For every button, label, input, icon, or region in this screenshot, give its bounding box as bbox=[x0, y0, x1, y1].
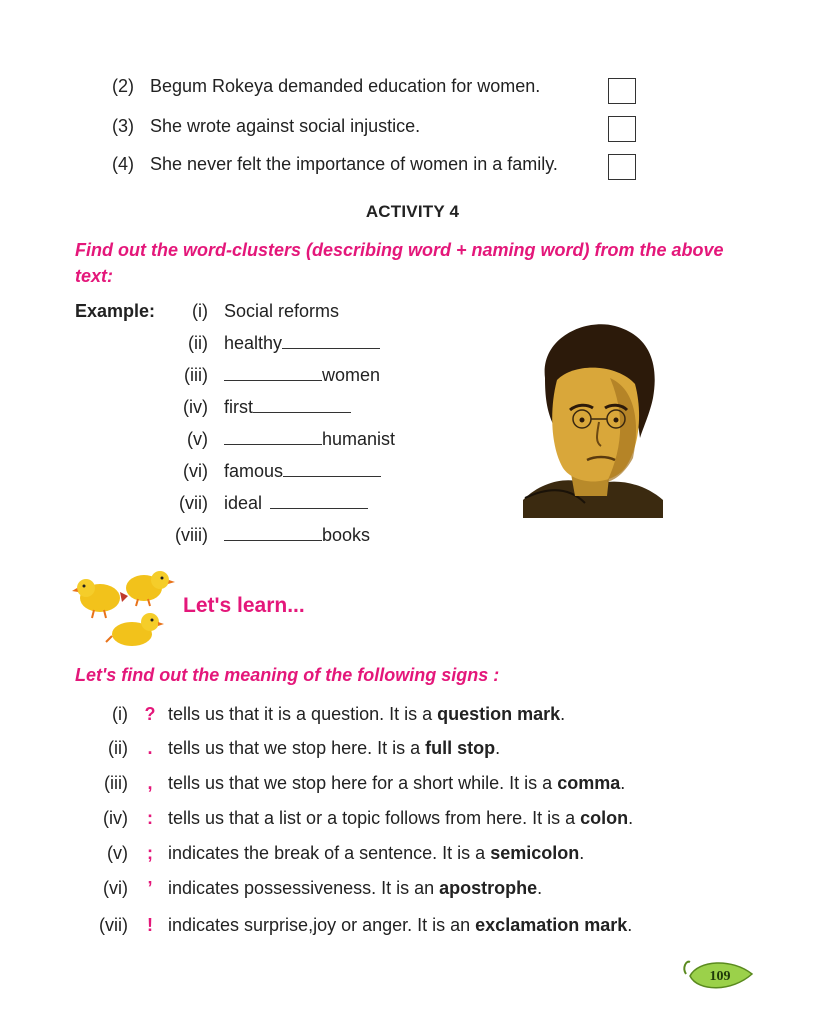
answer-blank[interactable] bbox=[270, 494, 368, 509]
statement-text: Begum Rokeya demanded education for women. bbox=[150, 76, 541, 96]
sign-number: (vi) bbox=[103, 878, 128, 898]
statement-text: She never felt the importance of women in a family. bbox=[150, 154, 558, 174]
sign-term: exclamation mark bbox=[475, 915, 628, 935]
sign-term: colon bbox=[580, 808, 629, 828]
answer-checkbox[interactable] bbox=[608, 116, 636, 142]
activity-instruction-line2: text: bbox=[75, 266, 114, 286]
exclamation-mark-symbol: ! bbox=[147, 915, 153, 935]
list-item bbox=[0, 301, 500, 325]
example-label: Example: bbox=[75, 301, 156, 321]
sign-row-semicolon bbox=[0, 843, 825, 867]
item-number: (i) bbox=[192, 301, 208, 321]
statement-number: (3) bbox=[112, 116, 134, 136]
answer-checkbox[interactable] bbox=[608, 154, 636, 180]
answer-blank[interactable] bbox=[283, 462, 381, 477]
sign-end: . bbox=[495, 738, 501, 758]
sign-row-comma bbox=[0, 773, 825, 797]
item-text: Social reforms bbox=[224, 301, 340, 321]
sign-description: indicates surprise,joy or anger. It is an bbox=[168, 915, 476, 935]
activity-instruction-line1: Find out the word-clusters (describing word + naming word) from the above bbox=[75, 240, 724, 260]
sign-number: (ii) bbox=[108, 738, 128, 758]
sign-description: tells us that we stop here. It is a bbox=[168, 738, 426, 758]
answer-checkbox[interactable] bbox=[608, 78, 636, 104]
sign-end: . bbox=[628, 808, 634, 828]
leaf-icon bbox=[680, 954, 755, 996]
sign-number: (i) bbox=[112, 704, 128, 724]
item-text: ideal bbox=[224, 493, 263, 513]
sign-row-apostrophe bbox=[0, 878, 825, 902]
sign-term: full stop bbox=[425, 738, 496, 758]
item-text: women bbox=[322, 365, 381, 385]
item-text: famous bbox=[224, 461, 284, 481]
page-number: 109 bbox=[709, 969, 731, 984]
answer-blank[interactable] bbox=[224, 430, 322, 445]
item-number: (iii) bbox=[184, 365, 208, 385]
statement-number: (4) bbox=[112, 154, 134, 174]
list-item bbox=[0, 525, 500, 549]
sign-description: indicates possessiveness. It is an bbox=[168, 878, 440, 898]
semicolon-symbol: ; bbox=[147, 843, 153, 863]
list-item bbox=[0, 365, 500, 389]
comma-symbol: , bbox=[147, 773, 153, 793]
sign-term: apostrophe bbox=[439, 878, 538, 898]
apostrophe-symbol: ’ bbox=[147, 878, 153, 898]
statement-4 bbox=[112, 154, 558, 175]
sign-description: tells us that a list or a topic follows from here. It is a bbox=[168, 808, 581, 828]
list-item bbox=[0, 429, 500, 453]
item-number: (v) bbox=[187, 429, 208, 449]
sign-end: . bbox=[560, 704, 566, 724]
sign-description: tells us that we stop here for a short while. It is a bbox=[168, 773, 558, 793]
answer-blank[interactable] bbox=[282, 334, 380, 349]
sign-description: indicates the break of a sentence. It is a bbox=[168, 843, 491, 863]
item-number: (vi) bbox=[183, 461, 208, 481]
item-text: humanist bbox=[322, 429, 396, 449]
sign-number: (iv) bbox=[103, 808, 128, 828]
question-mark-symbol: ? bbox=[144, 704, 156, 724]
item-number: (vii) bbox=[179, 493, 208, 513]
item-text: books bbox=[322, 525, 371, 545]
sign-end: . bbox=[579, 843, 585, 863]
answer-blank[interactable] bbox=[253, 398, 351, 413]
portrait-illustration bbox=[515, 318, 665, 518]
sign-end: . bbox=[537, 878, 543, 898]
item-text: first bbox=[224, 397, 253, 417]
list-item bbox=[0, 493, 500, 517]
sign-row-question-mark bbox=[0, 704, 825, 728]
item-number: (ii) bbox=[188, 333, 208, 353]
item-number: (iv) bbox=[183, 397, 208, 417]
sign-term: comma bbox=[557, 773, 621, 793]
sign-end: . bbox=[620, 773, 626, 793]
colon-symbol: : bbox=[147, 808, 153, 828]
sign-number: (v) bbox=[107, 843, 128, 863]
sign-end: . bbox=[627, 915, 633, 935]
sign-row-full-stop bbox=[0, 738, 825, 762]
lets-learn-heading: Let's learn... bbox=[183, 594, 305, 617]
statement-text: She wrote against social injustice. bbox=[150, 116, 421, 136]
sign-term: semicolon bbox=[490, 843, 580, 863]
list-item bbox=[0, 333, 500, 357]
answer-blank[interactable] bbox=[224, 366, 322, 381]
statement-2 bbox=[112, 76, 540, 97]
signs-subheading: Let's find out the meaning of the following signs : bbox=[75, 665, 500, 685]
list-item bbox=[0, 397, 500, 421]
sign-row-exclamation-mark bbox=[0, 915, 825, 939]
sign-row-colon bbox=[0, 808, 825, 832]
item-number: (viii) bbox=[175, 525, 208, 545]
sign-number: (iii) bbox=[104, 773, 128, 793]
statement-number: (2) bbox=[112, 76, 134, 96]
sign-description: tells us that it is a question. It is a bbox=[168, 704, 438, 724]
sign-number: (vii) bbox=[99, 915, 128, 935]
item-text: healthy bbox=[224, 333, 283, 353]
chicks-illustration bbox=[72, 566, 177, 651]
activity-title: ACTIVITY 4 bbox=[365, 202, 460, 221]
list-item bbox=[0, 461, 500, 485]
statement-3 bbox=[112, 116, 420, 137]
full-stop-symbol: . bbox=[147, 738, 153, 758]
answer-blank[interactable] bbox=[224, 526, 322, 541]
sign-term: question mark bbox=[437, 704, 561, 724]
